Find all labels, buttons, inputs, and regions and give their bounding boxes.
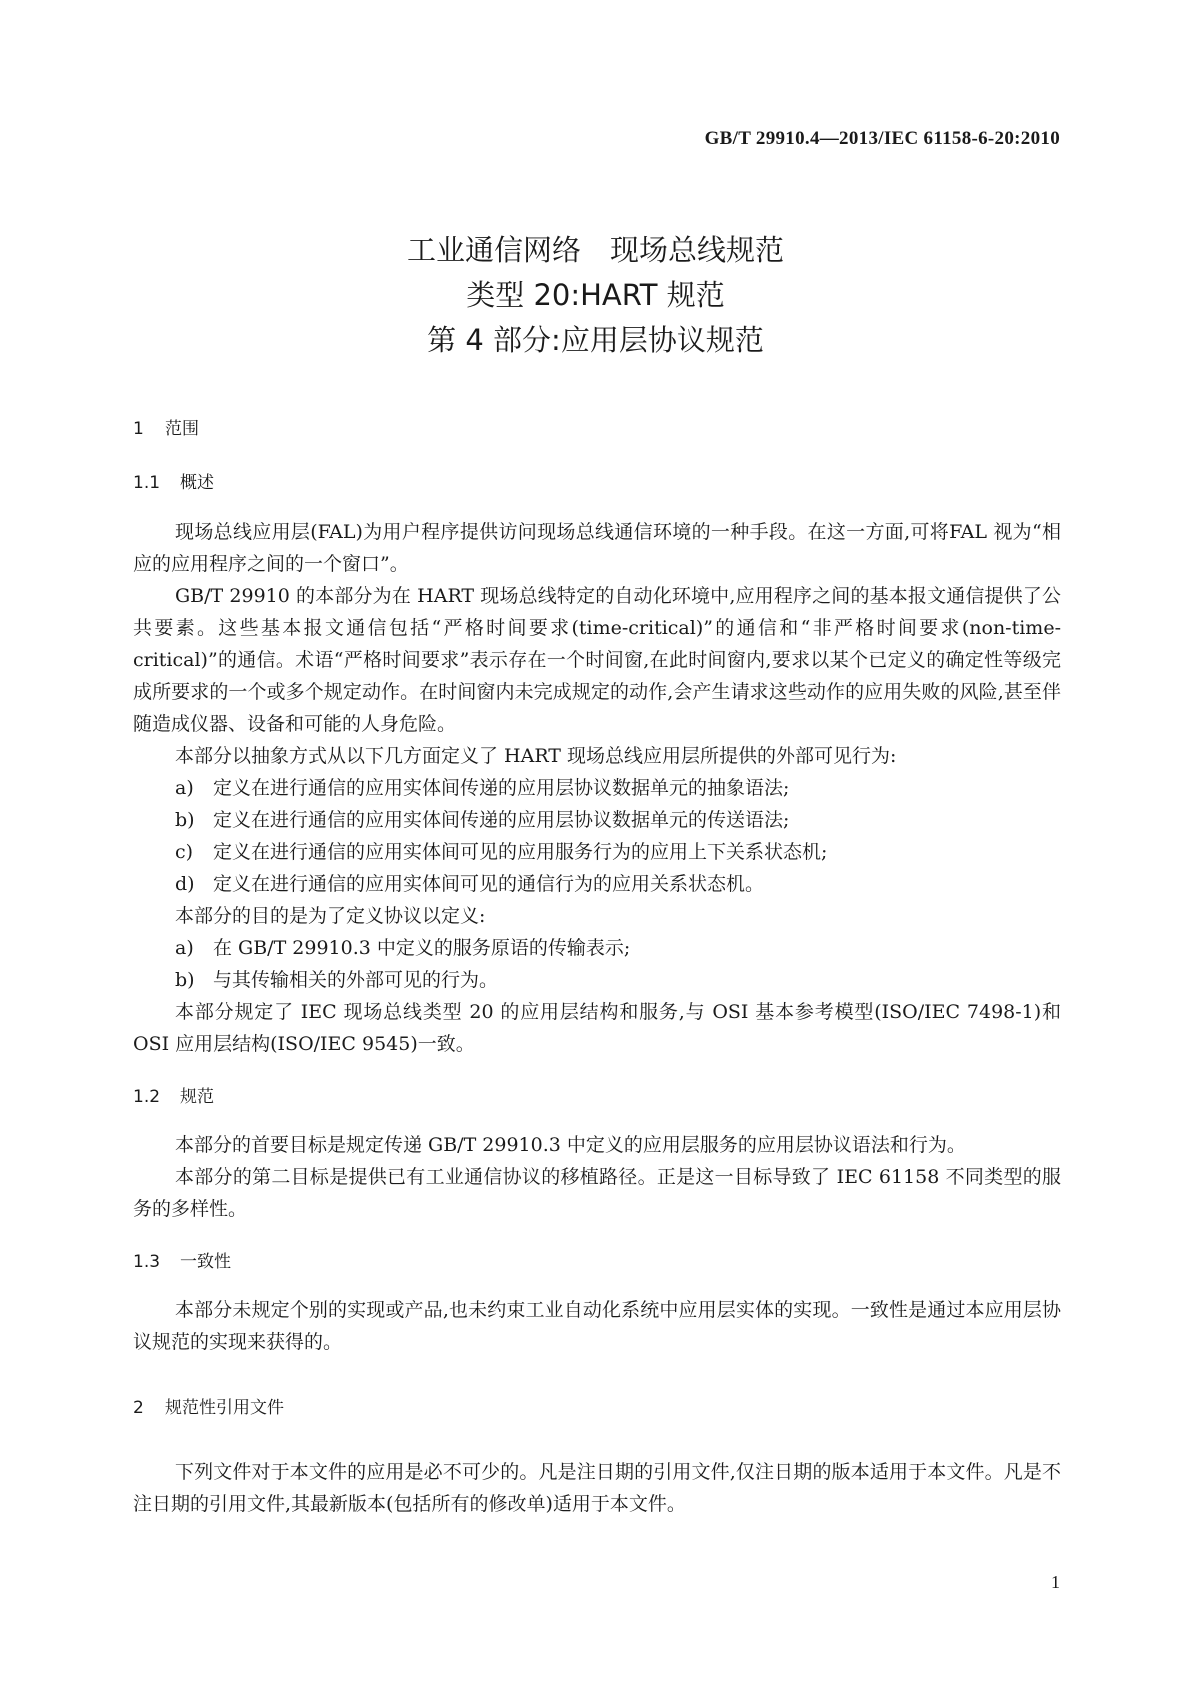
section-1-2-heading: [133, 1082, 1061, 1107]
section-number: 1: [133, 419, 144, 439]
list-item: [175, 964, 1061, 996]
paragraph: 本部分规定了 IEC 现场总线类型 20 的应用层结构和服务,与 OSI 基本参考模型(ISO/IEC 7498-1)和 OSI 应用层结构(ISO/IEC 9545)一致。: [133, 1001, 1061, 1055]
standard-number: GB/T 29910.4—2013/IEC 61158-6-20:2010: [704, 128, 1060, 149]
section-number: 2: [133, 1398, 144, 1418]
list-marker: a): [175, 937, 194, 959]
section-title: 规范: [180, 1087, 214, 1107]
paragraph: 本部分以抽象方式从以下几方面定义了 HART 现场总线应用层所提供的外部可见行为:: [175, 745, 897, 767]
list-text: 定义在进行通信的应用实体间传递的应用层协议数据单元的抽象语法;: [213, 777, 790, 799]
paragraph: 本部分的首要目标是规定传递 GB/T 29910.3 中定义的应用层服务的应用层协议语法和行为。: [175, 1134, 966, 1156]
paragraph: 本部分的目的是为了定义协议以定义:: [175, 905, 486, 927]
list-marker: d): [175, 873, 195, 895]
title-line-3: 第 4 部分:应用层协议规范: [427, 323, 764, 357]
section-number: 1.2: [133, 1087, 161, 1107]
list: [133, 932, 1061, 996]
section-number: 1.3: [133, 1252, 161, 1272]
list-text: 定义在进行通信的应用实体间可见的应用服务行为的应用上下关系状态机;: [213, 841, 828, 863]
page-number: 1: [1051, 1572, 1060, 1592]
list-marker: c): [175, 841, 194, 863]
title-line-1: 工业通信网络 现场总线规范: [406, 233, 784, 267]
paragraph: 下列文件对于本文件的应用是必不可少的。凡是注日期的引用文件,仅注日期的版本适用于本文件。凡是不注日期的引用文件,其最新版本(包括所有的修改单)适用于本文件。: [133, 1461, 1061, 1515]
document-body: [133, 414, 1061, 1520]
list-item: [175, 804, 1061, 836]
list-item: [175, 932, 1061, 964]
list-marker: b): [175, 809, 195, 831]
section-1-3-heading: [133, 1247, 1061, 1272]
list-text: 定义在进行通信的应用实体间传递的应用层协议数据单元的传送语法;: [213, 809, 790, 831]
list-item: [175, 772, 1061, 804]
title-line-2: 类型 20:HART 规范: [466, 278, 725, 312]
section-1-1-heading: [133, 468, 1061, 493]
paragraph: GB/T 29910 的本部分为在 HART 现场总线特定的自动化环境中,应用程序之间的基本报文通信提供了公共要素。这些基本报文通信包括“严格时间要求(time-critical)”的通信和“非严格时间要求(non-time-critical)”的通信。术语“严格时间要求”表示存在一个时间窗,在此时间窗内,要求以某个已定义的确定性等级完成所要求的一个或多个规定动作。在时间窗内未完成规定的动作,会产生请求这些动作的应用失败的风险,甚至伴随造成仪器、设备和可能的人身危险。: [133, 585, 1061, 735]
list-item: [175, 836, 1061, 868]
list-text: 与其传输相关的外部可见的行为。: [213, 969, 499, 991]
paragraph: 本部分未规定个别的实现或产品,也未约束工业自动化系统中应用层实体的实现。一致性是通过本应用层协议规范的实现来获得的。: [133, 1299, 1061, 1353]
section-title: 一致性: [180, 1252, 231, 1272]
list-text: 在 GB/T 29910.3 中定义的服务原语的传输表示;: [213, 937, 631, 959]
document-title: [0, 228, 1191, 363]
paragraph: 本部分的第二目标是提供已有工业通信协议的移植路径。正是这一目标导致了 IEC 61158 不同类型的服务的多样性。: [133, 1166, 1061, 1220]
list: [133, 772, 1061, 900]
list-item: [175, 868, 1061, 900]
list-text: 定义在进行通信的应用实体间可见的通信行为的应用关系状态机。: [213, 873, 765, 895]
paragraph: 现场总线应用层(FAL)为用户程序提供访问现场总线通信环境的一种手段。在这一方面,可将FAL 视为“相应的应用程序之间的一个窗口”。: [133, 521, 1061, 575]
section-title: 范围: [165, 419, 199, 439]
list-marker: b): [175, 969, 195, 991]
section-2-heading: [133, 1393, 1061, 1418]
section-title: 规范性引用文件: [165, 1398, 284, 1418]
section-number: 1.1: [133, 473, 161, 493]
section-1-heading: [133, 414, 1061, 439]
list-marker: a): [175, 777, 194, 799]
section-title: 概述: [180, 473, 214, 493]
